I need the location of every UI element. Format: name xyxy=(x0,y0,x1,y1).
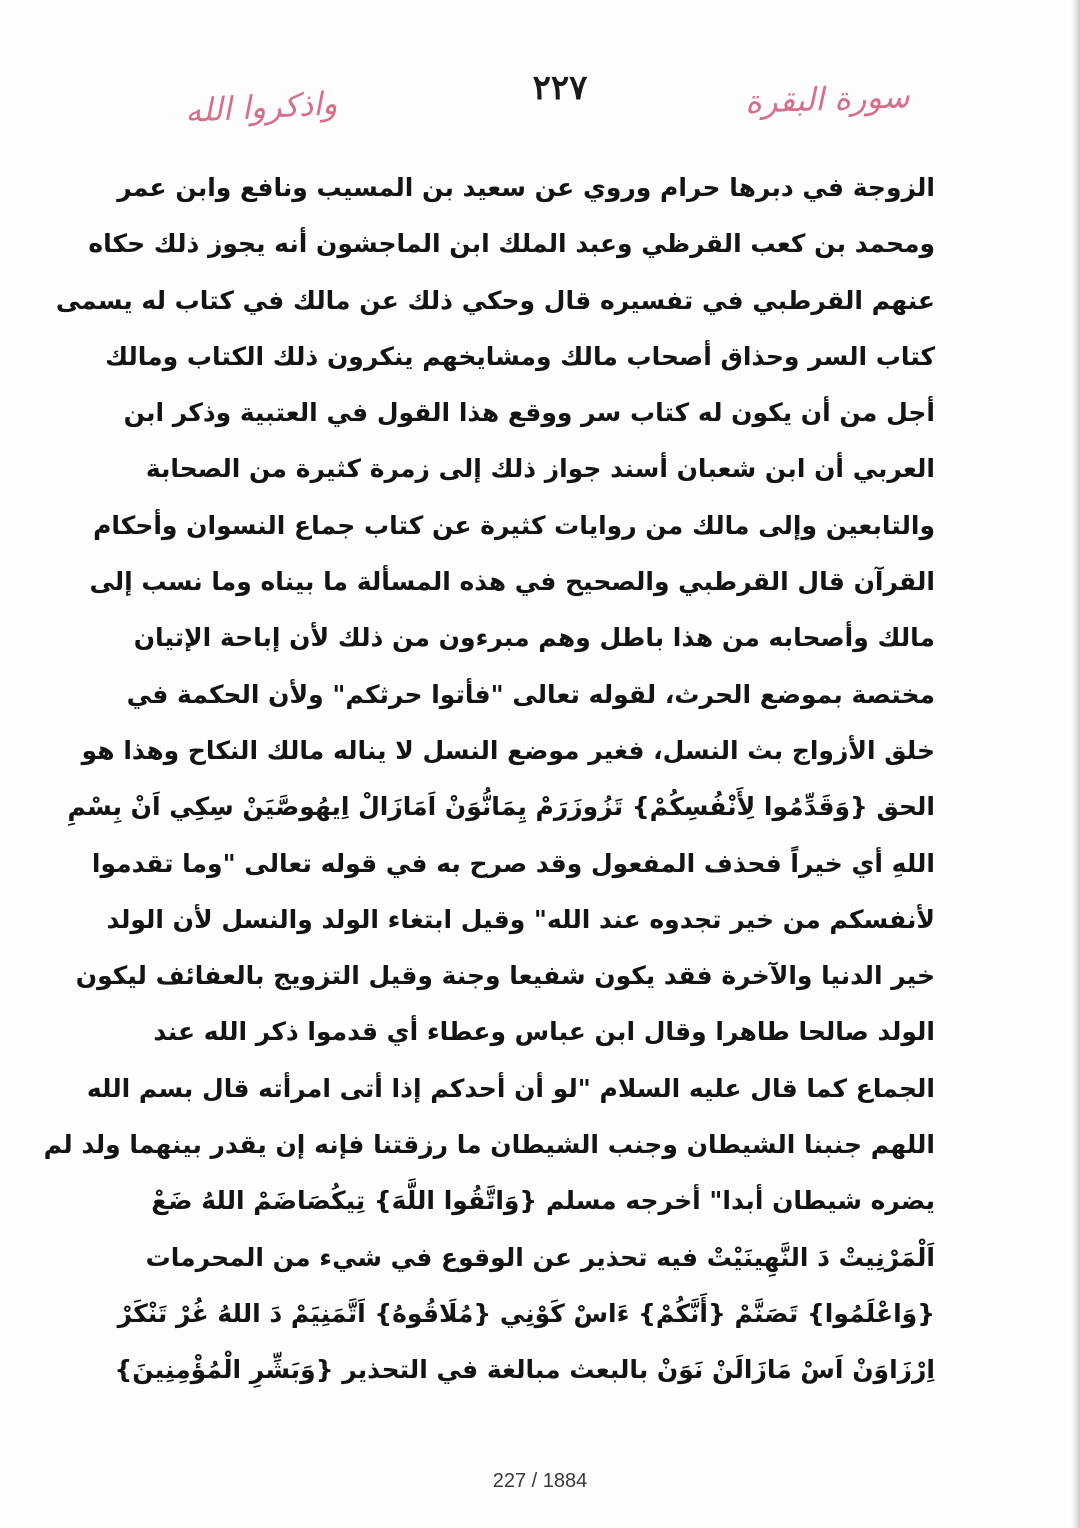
surah-name-handwritten: سورة البقرة xyxy=(744,77,911,121)
text-line: الجماع كما قال عليه السلام "لو أن أحدكم إذا أتى امرأته قال بسم الله xyxy=(86,1073,935,1103)
text-line: مالك وأصحابه من هذا باطل وهم مبرءون من ذلك لأن إباحة الإتيان xyxy=(133,623,935,653)
text-line: الحق {وَقَدِّمُوا لِأَنْفُسِكُمْ} تَزُوزَرَمْ يِمَانُّوَنْ اَمَازَالْ اِيهُوصَّيَنْ سِكِي اَنْ بِسْمِ xyxy=(67,792,935,822)
text-line: الزوجة في دبرها حرام وروي عن سعيد بن المسيب ونافع وابن عمر xyxy=(117,173,935,202)
page-header xyxy=(0,60,1080,150)
text-line: مختصة بموضع الحرث، لقوله تعالى "فأتوا حرثكم" ولأن الحكمة في xyxy=(126,679,935,709)
text-line: اللهم جنبنا الشيطان وجنب الشيطان ما رزقتنا فإنه إن يقدر بينهما ولد لم xyxy=(43,1130,935,1160)
text-line: يضره شيطان أبدا" أخرجه مسلم {وَاتَّقُوا اللَّهَ} تِيكُصَاضَمْ اللهُ ضَعْ xyxy=(151,1186,935,1216)
pagination-indicator: 227 / 1884 xyxy=(492,1470,588,1492)
text-line: خير الدنيا والآخرة فقد يكون شفيعا وجنة وقيل التزويج بالعفائف ليكون xyxy=(75,961,935,991)
text-line: ومحمد بن كعب القرظي وعبد الملك ابن الماجشون أنه يجوز ذلك حكاه xyxy=(88,229,935,259)
text-line: اِرْزَاوَنْ اَسْ مَازَالَنْ نَوَنْ بالبعث مبالغة في التحذير {وَبَشِّرِ الْمُؤْمِنِينَ} xyxy=(114,1355,935,1385)
text-line: اَلْمَرْنِيتْ دَ النَّهِينَيْتْ فيه تحذير عن الوقوع في شيء من المحرمات xyxy=(145,1242,935,1272)
text-line: العربي أن ابن شعبان أسند جواز ذلك إلى زمرة كثيرة من الصحابة xyxy=(145,454,935,484)
text-line: عنهم القرطبي في تفسيره قال وحكي ذلك عن مالك في كتاب له يسمى xyxy=(55,285,935,315)
page-number: ٢٢٧ xyxy=(532,68,588,108)
text-line: اللهِ أي خيراً فحذف المفعول وقد صرح به في قوله تعالى "وما تقدموا xyxy=(91,848,935,878)
text-line: خلق الأزواج بث النسل، فغير موضع النسل لا يناله مالك النكاح وهذا هو xyxy=(81,735,935,765)
text-line: أجل من أن يكون له كتاب سر ووقع هذا القول في العتبية وذكر ابن xyxy=(123,398,935,428)
text-line: والتابعين وإلى مالك من روايات كثيرة عن كتاب جماع النسوان وأحكام xyxy=(93,510,935,540)
text-line: كتاب السر وحذاق أصحاب مالك ومشايخهم ينكرون ذلك الكتاب ومالك xyxy=(105,341,935,371)
text-line: القرآن قال القرطبي والصحيح في هذه المسألة ما بيناه وما نسب إلى xyxy=(89,567,935,597)
text-line: لأنفسكم من خير تجدوه عند الله" وقيل ابتغاء الولد والنسل لأن الولد xyxy=(106,904,935,934)
text-line: {وَاعْلَمُوا} تَصَنَّمْ {أَنَّكُمْ} ءَاسْ كَوْنِي {مُلَاقُوهُ} اَتَّمَنِيَمْ دَ اللهُ غُرْ تَنْكَرْ xyxy=(117,1298,935,1328)
text-line: الولد صالحا طاهرا وقال ابن عباس وعطاء أي قدموا ذكر الله عند xyxy=(153,1017,935,1047)
verse-ref-handwritten: واذكروا الله xyxy=(184,84,339,130)
page-edge-shadow xyxy=(1071,0,1080,1528)
body-text xyxy=(43,160,935,1399)
